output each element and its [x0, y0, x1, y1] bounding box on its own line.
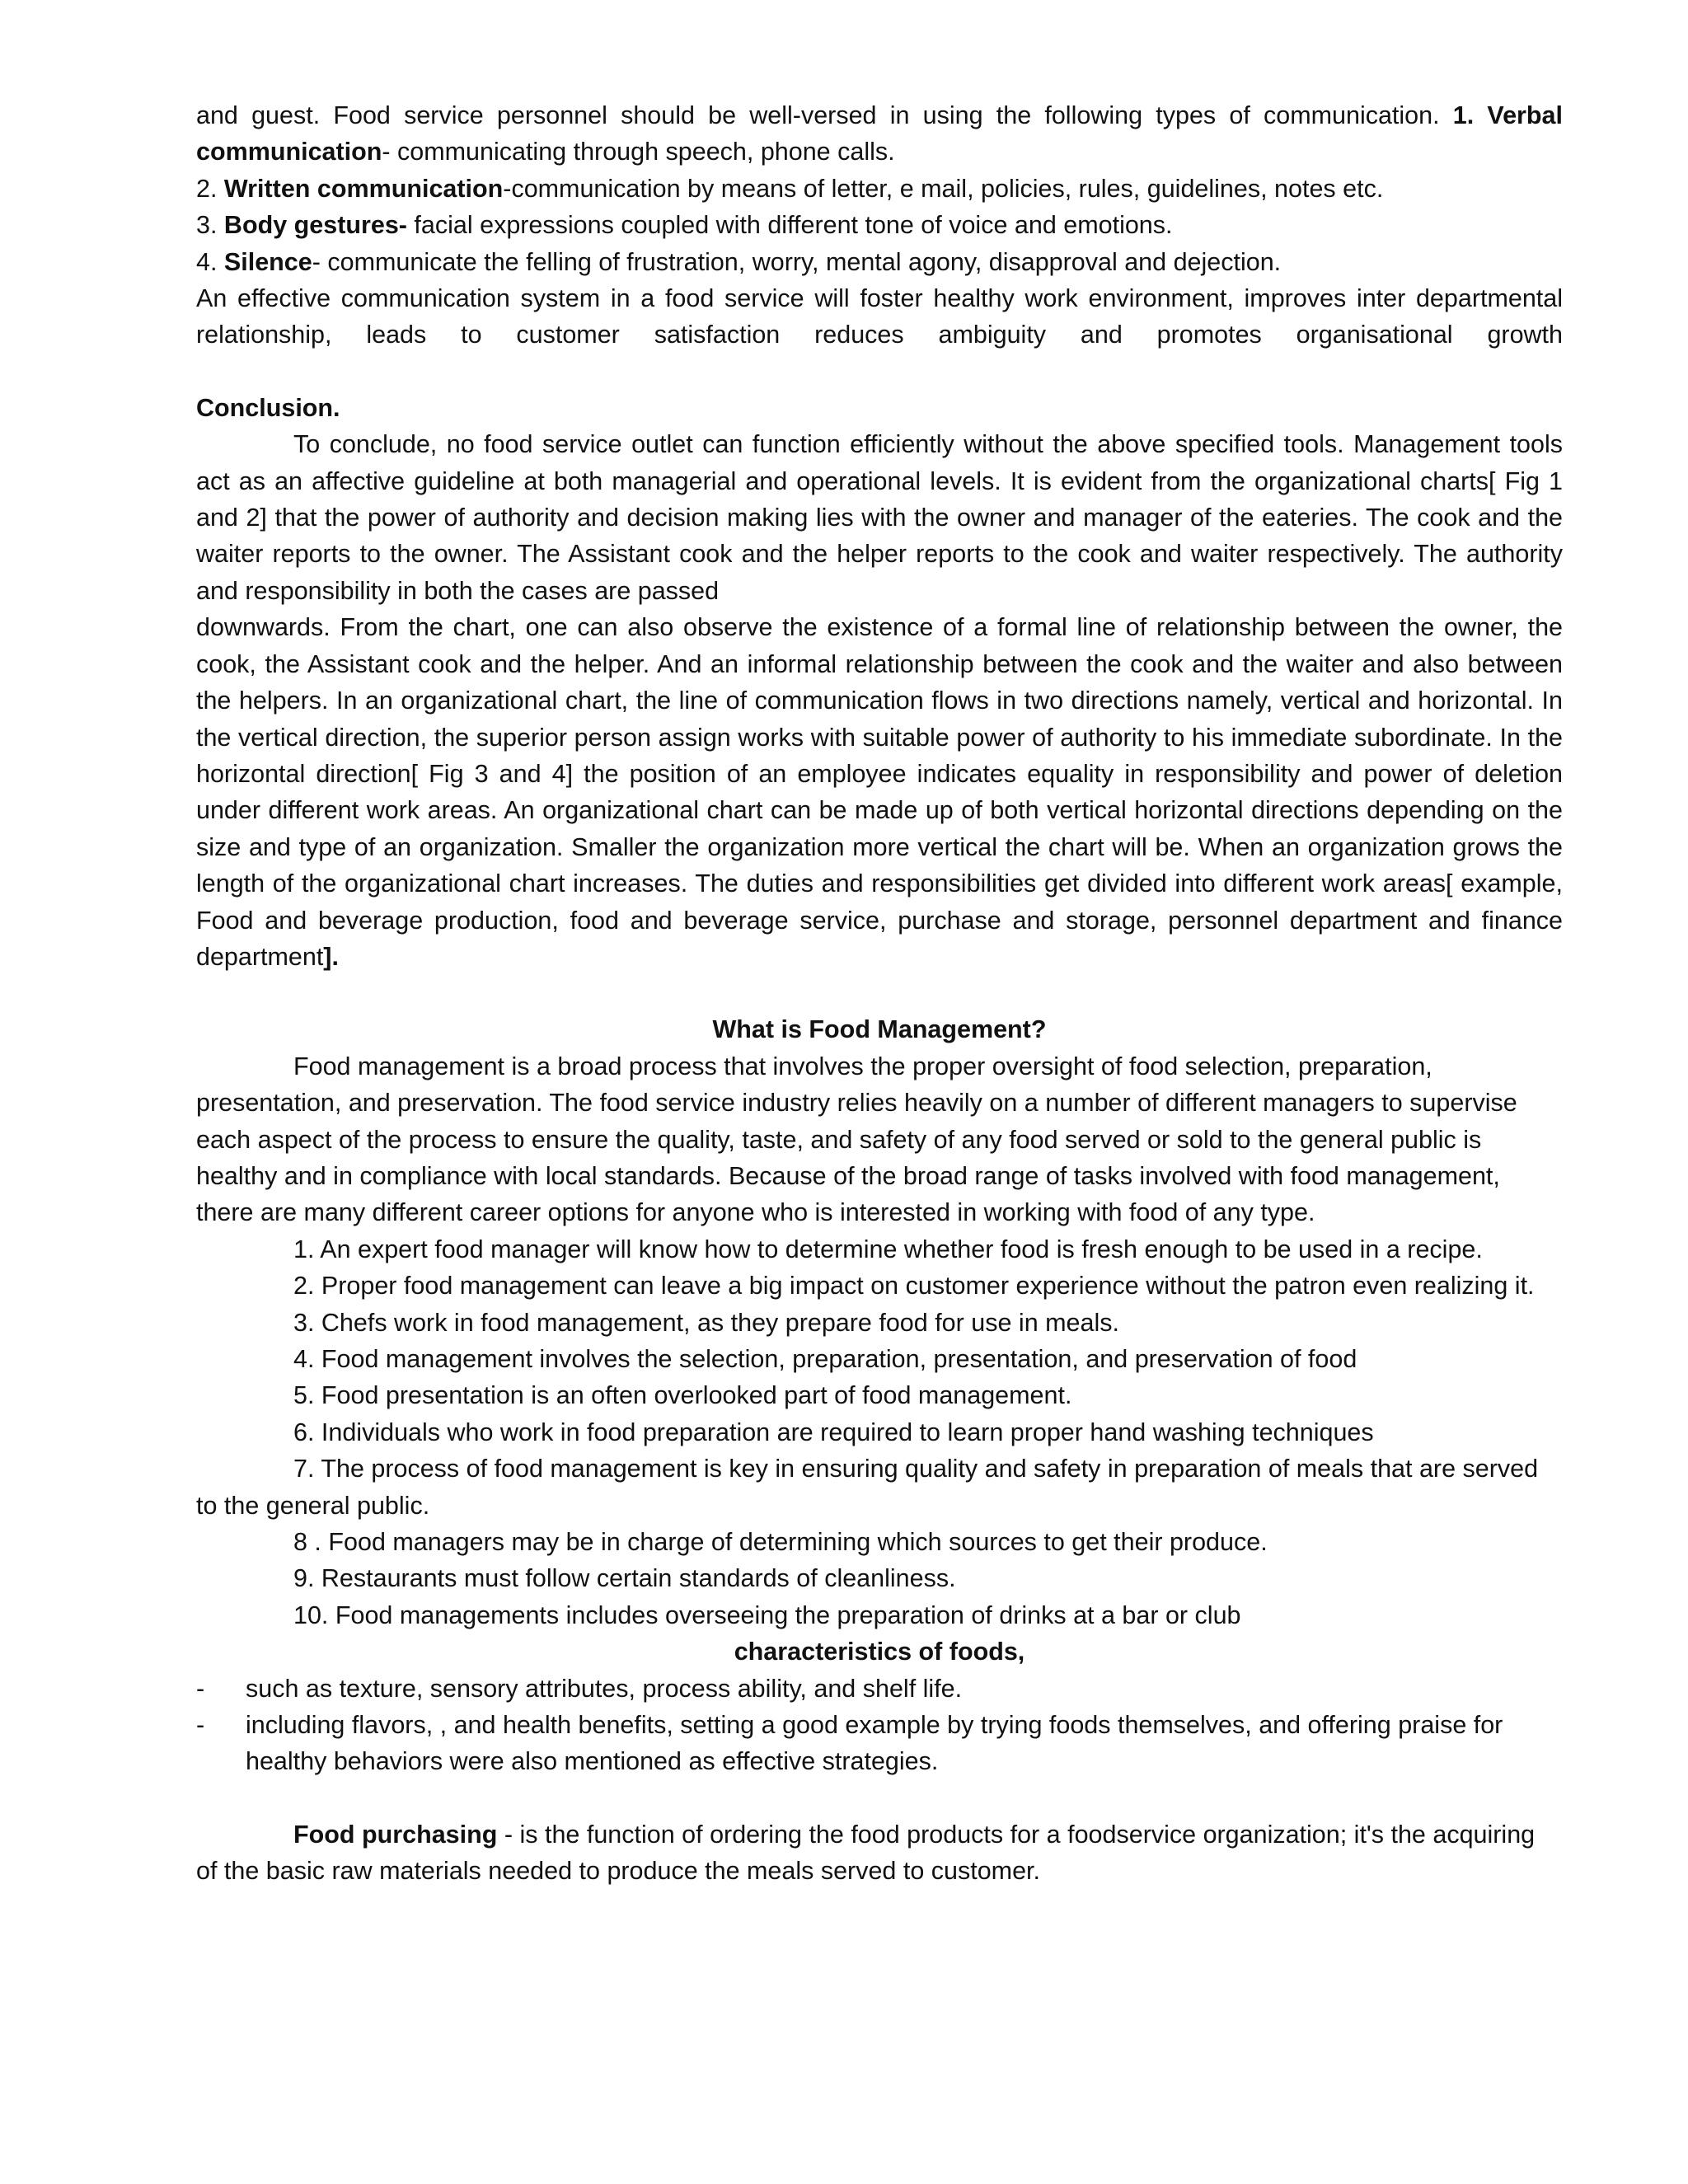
list-item: 6. Individuals who work in food preparation are required to learn proper hand washing techniques — [293, 1418, 1374, 1446]
food-purchasing-label: Food purchasing — [293, 1820, 498, 1849]
list-item: 9. Restaurants must follow certain standards of cleanliness. — [293, 1564, 956, 1593]
silence-label: Silence — [223, 247, 312, 276]
communication-intro: and guest. Food service personnel should be well-versed in using the following types of communication. 1. Verbal communication- communicating through speech, phone calls. — [196, 101, 1563, 166]
dash-bullet: - — [196, 1674, 205, 1703]
written-communication-label: Written communication — [223, 174, 504, 203]
list-item: 8 . Food managers may be in charge of determining which sources to get their produce. — [293, 1528, 1268, 1557]
characteristics-section — [196, 1633, 1563, 1780]
list-item: 4. Food management involves the selection, preparation, presentation, and preservation of food — [293, 1345, 1357, 1373]
food-purchasing-paragraph: Food purchasing - is the function of ordering the food products for a foodservice organization; it's the acquiring of the basic raw materials needed to produce the meals served to customer. — [196, 1820, 1536, 1886]
food-management-section — [196, 1011, 1563, 1633]
food-management-heading: What is Food Management? — [712, 1015, 1047, 1044]
silence-line: 4. Silence- communicate the felling of frustration, worry, mental agony, disapproval and dejection. — [196, 247, 1282, 276]
page-content — [196, 97, 1563, 1890]
list-item: 1. An expert food manager will know how to determine whether food is fresh enough to be used in a recipe. — [293, 1235, 1483, 1263]
conclusion-paragraph-1: To conclude, no food service outlet can function efficiently without the above specified tools. Management tools act as an affective guideline at both managerial and operational levels. It is evident from the organizational charts[ Fig 1 and 2] that the power of authority and decision making lies with the owner and manager of the eateries. The cook and the waiter reports to the owner. The Assistant cook and the helper reports to the cook and waiter respectively. The authority and responsibility in both the cases are passed — [196, 430, 1563, 605]
characteristics-heading: characteristics of foods, — [734, 1638, 1025, 1666]
list-item: - such as texture, sensory attributes, process ability, and shelf life. — [196, 1671, 1563, 1707]
list-item: 10. Food managements includes overseeing the preparation of drinks at a bar or club — [293, 1601, 1241, 1629]
spacer — [196, 1780, 1563, 1816]
verbal-communication-label: 1. Verbal communication — [196, 101, 1563, 166]
list-item: 2. Proper food management can leave a big impact on customer experience without the patron even realizing it. — [293, 1272, 1535, 1301]
list-item: 3. Chefs work in food management, as they prepare food for use in meals. — [293, 1308, 1119, 1337]
communication-section — [196, 97, 1563, 354]
body-gestures-line: 3. Body gestures- facial expressions coupled with different tone of voice and emotions. — [196, 211, 1173, 240]
conclusion-heading: Conclusion. — [196, 393, 340, 422]
conclusion-paragraph-2: downwards. From the chart, one can also observe the existence of a formal line of relationship between the owner, the cook, the Assistant cook and the helper. And an informal relationship between the cook and the waiter and also between the helpers. In an organizational chart, the line of communication flows in two directions namely, vertical and horizontal. In the vertical direction, the superior person assign works with suitable power of authority to his immediate subordinate. In the horizontal direction[ Fig 3 and 4] the position of an employee indicates equality in responsibility and power of deletion under different work areas. An organizational chart can be made up of both vertical horizontal directions depending on the size and type of an organization. Smaller the organization more vertical the chart will be. When an organization grows the length of the organizational chart increases. The duties and responsibilities get divided into different work areas[ example, Food and beverage production, food and beverage service, purchase and storage, personnel department and finance department]. — [196, 613, 1563, 971]
body-gestures-label: Body gestures- — [223, 211, 407, 240]
characteristics-list — [196, 1671, 1563, 1780]
food-management-intro: Food management is a broad process that involves the proper oversight of food selection, preparation, presentation, and preservation. The food service industry relies heavily on a number of different managers to supervise each aspect of the process to ensure the quality, taste, and safety of any food served or sold to the general public is healthy and in compliance with local standards. Because of the broad range of tasks involved with food management, there are many different career options for anyone who is interested in working with food of any type. — [196, 1052, 1517, 1227]
conclusion-section — [196, 390, 1563, 976]
written-communication-line: 2. Written communication-communication by means of letter, e mail, policies, rules, guidelines, notes etc. — [196, 174, 1384, 203]
list-item: - including flavors, , and health benefits, setting a good example by trying foods themselves, and offering praise for healthy behaviors were also mentioned as effective strategies. — [196, 1707, 1563, 1780]
spacer — [196, 354, 1563, 390]
dash-bullet: - — [196, 1711, 205, 1740]
effective-communication-paragraph: An effective communication system in a food service will foster healthy work environment, improves inter departmental relationship, leads to customer satisfaction reduces ambiguity and promotes organisational growth — [196, 284, 1563, 349]
list-item: 5. Food presentation is an often overlooked part of food management. — [293, 1381, 1072, 1410]
food-purchasing-section — [196, 1816, 1563, 1890]
spacer — [196, 975, 1563, 1011]
list-item: 7. The process of food management is key in ensuring quality and safety in preparation of meals that are served to the general public. — [196, 1455, 1539, 1520]
